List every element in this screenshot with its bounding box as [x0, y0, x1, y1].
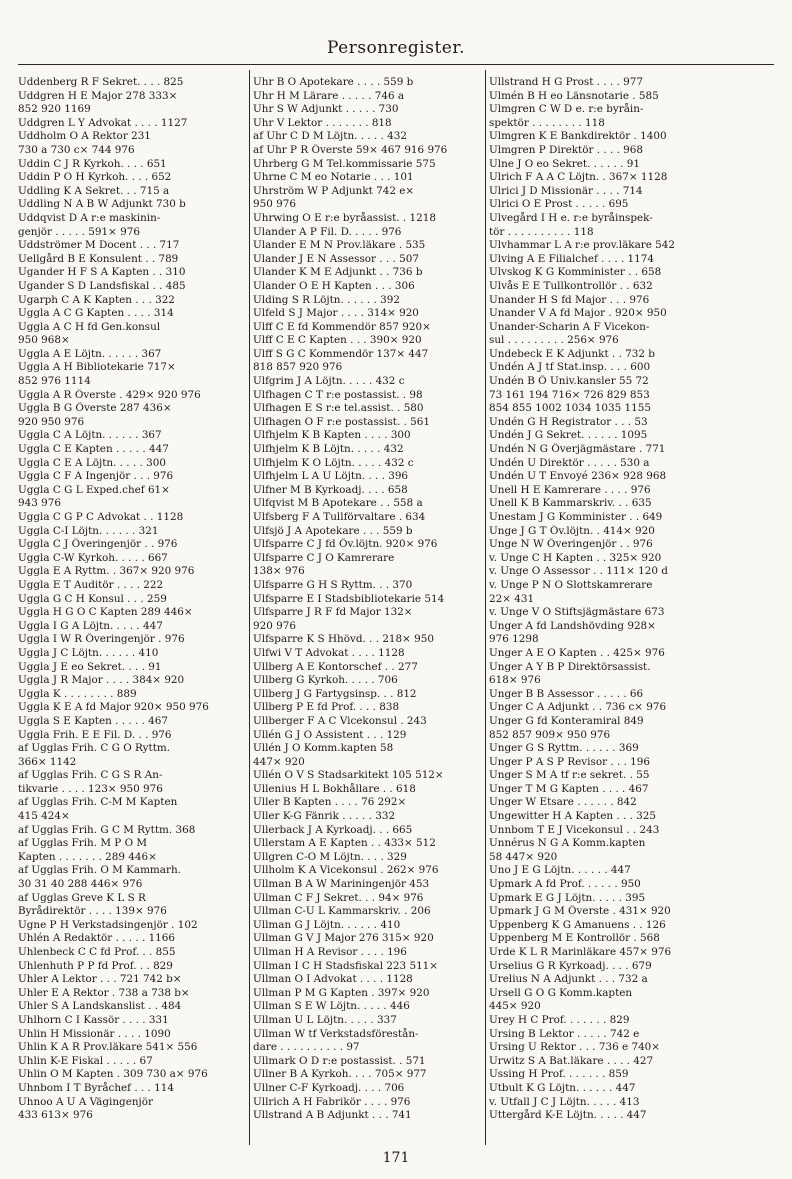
register-entry: Uhlenbeck C C fd Prof. . . 855: [18, 946, 176, 958]
register-entry: Ulander A P Fil. D. . . . . 976: [253, 225, 402, 238]
register-entry: 920 950 976: [18, 415, 85, 428]
register-entry: af Uhr C D M Löjtn. . . . . 432: [253, 130, 407, 143]
register-entry: af Ugglas Frih. G C M Ryttm. 368: [18, 823, 196, 836]
register-column-1: [18, 76, 246, 1126]
register-entry: Ugander S D Landsfiskal . . 485: [18, 279, 186, 292]
register-entry: Ulfhagen C T r:e postassist. . 98: [253, 388, 423, 401]
register-entry: Uggla A E Löjtn. . . . . . 367: [18, 347, 162, 360]
register-entry: af Uhr P R Överste 59× 467 916 976: [253, 143, 448, 156]
register-entry: 58 447× 920: [489, 850, 558, 863]
register-entry: Ullman W tf Verkstadsförestån-: [253, 1027, 419, 1040]
register-entry: Ugarph C A K Kapten . . . 322: [18, 293, 175, 306]
column-divider-2: [485, 70, 486, 1145]
register-entry: Uddströmer M Docent . . . 717: [18, 239, 180, 252]
register-entry: Upmark J G M Överste . 431× 920: [489, 905, 671, 918]
register-entry: Uggla I W R Överingenjör . 976: [18, 633, 185, 646]
register-entry: 852 857 909× 950 976: [489, 728, 611, 741]
register-entry: Uggla K . . . . . . . . 889: [18, 687, 137, 700]
register-entry: v. Unge O Assessor . . 111× 120 d: [489, 565, 668, 578]
register-entry: Uggla A H Bibliotekarie 717×: [18, 361, 176, 374]
register-entry: 730 a 730 c× 744 976: [18, 143, 135, 156]
register-entry: Undebeck E K Adjunkt . . 732 b: [489, 347, 655, 360]
register-entry: Ulmgren P Direktör . . . . 968: [489, 143, 644, 156]
register-entry: 854 855 1002 1034 1035 1155: [489, 402, 651, 415]
register-column-3: [489, 76, 725, 1126]
register-entry: Ulvskog K G Komminister . . 658: [489, 266, 662, 279]
register-entry: Uggla A R Överste . 429× 920 976: [18, 388, 201, 401]
register-entry: Uggla J C Löjtn. . . . . . 410: [18, 646, 159, 659]
register-entry: Ulfhjelm L A U Löjtn. . . . 396: [253, 470, 409, 483]
register-entry: 852 976 1114: [18, 375, 91, 388]
register-entry: Ullberger F A C Vicekonsul . 243: [253, 714, 427, 727]
register-entry: Ullman I C H Stadsfiskal 223 511×: [253, 959, 438, 972]
register-entry: Ullstrand H G Prost . . . . 977: [489, 76, 643, 88]
register-entry: Uhler E A Rektor . 738 a 738 b×: [18, 986, 190, 999]
register-entry: Urwitz S A Bat.läkare . . . . 427: [489, 1054, 654, 1067]
register-entry: 30 31 40 288 446× 976: [18, 878, 143, 891]
register-entry: 618× 976: [489, 674, 541, 687]
register-entry: Ulmgren K E Bankdirektör . 1400: [489, 130, 667, 143]
register-entry: Unander V A fd Major . 920× 950: [489, 307, 667, 320]
register-entry: Undén B Ö Univ.kansler 55 72: [489, 375, 649, 388]
register-entry: Ullerback J A Kyrkoadj. . . 665: [253, 823, 413, 836]
register-entry: Ulander E M N Prov.läkare . 535: [253, 239, 426, 252]
register-entry: Uhr B O Apotekare . . . . 559 b: [253, 76, 414, 88]
register-entry: Urde K L R Marinläkare 457× 976: [489, 946, 672, 958]
register-entry: Ulfsparre C J O Kamrerare: [253, 551, 395, 564]
register-entry: Ulne J O eo Sekret. . . . . . 91: [489, 157, 640, 170]
register-entry: Ulving A E Filialchef . . . . 1174: [489, 252, 654, 265]
register-entry: Ullman H A Revisor . . . . 196: [253, 946, 407, 958]
register-entry: Uno J E G Löjtn. . . . . . 447: [489, 864, 631, 877]
register-entry: Ulfeld S J Major . . . . 314× 920: [253, 307, 419, 320]
register-entry: Ungewitter H A Kapten . . . 325: [489, 810, 656, 823]
register-entry: Ulander O E H Kapten . . . 306: [253, 279, 415, 292]
register-entry: Undén U Direktör . . . . . 530 a: [489, 456, 650, 469]
register-entry: Ulff S G C Kommendör 137× 447: [253, 347, 429, 360]
register-entry: Uggla C E Kapten . . . . . 447: [18, 443, 169, 456]
register-entry: Uhlén A Redaktör . . . . . 1166: [18, 932, 176, 945]
register-entry: Ullén O V S Stadsarkitekt 105 512×: [253, 769, 444, 782]
register-entry: Ulmén B H eo Länsnotarie . 585: [489, 89, 659, 102]
register-entry: Uppenberg M E Kontrollör . 568: [489, 932, 660, 945]
register-entry: Unger P A S P Revisor . . . 196: [489, 755, 651, 768]
register-entry: Uhrberg G M Tel.kommissarie 575: [253, 157, 436, 170]
register-entry: Ullstrand A B Adjunkt . . . 741: [253, 1109, 412, 1122]
register-entry: Ursing U Rektor . . . 736 e 740×: [489, 1041, 660, 1054]
register-entry: Uggla C-I Löjtn. . . . . . 321: [18, 524, 159, 537]
register-entry: Ursell G O G Komm.kapten: [489, 986, 633, 999]
register-entry: Unger A E O Kapten . . 425× 976: [489, 646, 665, 659]
register-entry: Ulander K M E Adjunkt . . 736 b: [253, 266, 423, 279]
register-entry: Uggla Frih. E E Fil. D. . . 976: [18, 728, 172, 741]
register-entry: Uggla I G A Löjtn. . . . . 447: [18, 619, 163, 632]
register-entry: 950 968×: [18, 334, 70, 347]
register-entry: Uggla C F A Ingenjör . . . 976: [18, 470, 174, 483]
register-entry: Ullman C-U L Kammarskriv. . 206: [253, 905, 431, 918]
register-entry: 138× 976: [253, 565, 305, 578]
register-entry: Uhr V Lektor . . . . . . . 818: [253, 116, 392, 129]
register-entry: Ulfqvist M B Apotekare . . 558 a: [253, 497, 423, 510]
register-entry: Ullman C F J Sekret. . . 94× 976: [253, 891, 424, 904]
register-entry: Unander H S fd Major . . . 976: [489, 293, 650, 306]
register-entry: Uddling K A Sekret. . . 715 a: [18, 184, 170, 197]
register-entry: Uggla J R Major . . . . 384× 920: [18, 674, 185, 687]
register-entry: Uggla A C H fd Gen.konsul: [18, 320, 161, 333]
register-entry: v. Utfall J C J Löjtn. . . . . 413: [489, 1095, 640, 1108]
register-entry: Ugander H F S A Kapten . . 310: [18, 266, 186, 279]
register-entry: Uhr S W Adjunkt . . . . . 730: [253, 103, 399, 116]
register-entry: Ullman S E W Löjtn. . . . . 446: [253, 1000, 410, 1013]
register-entry: Uddgren H E Major 278 333×: [18, 89, 178, 102]
register-entry: Ulfsparre G H S Ryttm. . . 370: [253, 578, 413, 591]
register-entry: Ulfgrim J A Löjtn. . . . . 432 c: [253, 375, 405, 388]
register-entry: Uggla G C H Konsul . . . 259: [18, 592, 167, 605]
register-entry: Uggla C A Löjtn. . . . . . 367: [18, 429, 162, 442]
register-entry: Ulfsparre J R F fd Major 132×: [253, 606, 413, 619]
register-entry: Ullrich A H Fabrikör . . . . 976: [253, 1095, 411, 1108]
register-entry: Ullman B A W Mariningenjör 453: [253, 878, 430, 891]
register-entry: Uggla A C G Kapten . . . . 314: [18, 307, 174, 320]
register-entry: Upmark E G J Löjtn. . . . . 395: [489, 891, 646, 904]
register-entry: Uddin P O H Kyrkoh. . . . 652: [18, 171, 172, 184]
register-entry: Uhlin K-E Fiskal . . . . . 67: [18, 1054, 153, 1067]
register-entry: Ulfner M B Kyrkoadj. . . . 658: [253, 483, 408, 496]
register-entry: 852 920 1169: [18, 103, 91, 116]
register-entry: genjör . . . . . 591× 976: [18, 225, 140, 238]
register-entry: Unger S M A tf r:e sekret. . 55: [489, 769, 650, 782]
register-entry: Ulvås E E Tullkontrollör . . 632: [489, 279, 653, 292]
register-entry: Uggla C J Överingenjör . . 976: [18, 538, 178, 551]
register-entry: Ursing B Lektor . . . . . 742 e: [489, 1027, 640, 1040]
register-entry: Unestam J G Komminister . . 649: [489, 511, 663, 523]
register-entry: af Ugglas Frih. M P O M: [18, 837, 148, 850]
register-entry: Uddholm O A Rektor 231: [18, 130, 151, 143]
register-entry: 22× 431: [489, 592, 535, 605]
register-entry: Uggla H G O C Kapten 289 446×: [18, 606, 193, 619]
register-entry: v. Unge P N O Slottskamrerare: [489, 578, 653, 591]
register-entry: Uhler A Lektor . . . 721 742 b×: [18, 973, 182, 986]
register-entry: Ullberg A E Kontorschef . . 277: [253, 660, 418, 673]
register-entry: Unger A fd Landshövding 928×: [489, 619, 656, 632]
register-entry: 818 857 920 976: [253, 361, 343, 374]
register-entry: 950 976: [253, 198, 296, 211]
register-entry: Ullenius H L Bokhållare . . 618: [253, 782, 416, 795]
register-entry: Undén U T Envoyé 236× 928 968: [489, 470, 667, 483]
register-entry: Unger T M G Kapten . . . . 467: [489, 782, 649, 795]
register-entry: v. Unge V O Stiftsjägmästare 673: [489, 606, 665, 619]
register-entry: tör . . . . . . . . . . 118: [489, 225, 594, 238]
register-entry: 943 976: [18, 497, 61, 510]
register-entry: Ullman P M G Kapten . 397× 920: [253, 986, 430, 999]
register-entry: Unnérus N G A Komm.kapten: [489, 837, 646, 850]
register-entry: Urey H C Prof. . . . . . . 829: [489, 1013, 630, 1026]
register-entry: Unge J G T Öv.löjtn. . 414× 920: [489, 524, 655, 537]
register-entry: Ulfwi V T Advokat . . . . 1128: [253, 646, 405, 659]
register-entry: Unell H E Kamrerare . . . . 976: [489, 483, 651, 496]
register-entry: Uddling N A B W Adjunkt 730 b: [18, 198, 186, 211]
register-entry: Ugne P H Verkstadsingenjör . 102: [18, 918, 198, 931]
register-entry: Unell K B Kammarskriv. . . 635: [489, 497, 652, 510]
register-entry: Ulfhjelm K B Löjtn. . . . . 432: [253, 443, 404, 456]
register-entry: Uddgren L Y Advokat . . . . 1127: [18, 116, 188, 129]
register-entry: Ulfsparre C J fd Öv.löjtn. 920× 976: [253, 538, 438, 551]
register-entry: af Ugglas Frih. C G S R An-: [18, 769, 163, 782]
register-entry: Uhnoo A U A Vägingenjör: [18, 1095, 153, 1108]
register-entry: spektör . . . . . . . . 118: [489, 116, 605, 129]
register-entry: dare . . . . . . . . . . 97: [253, 1041, 360, 1054]
register-entry: Ulfhjelm K B Kapten . . . . 300: [253, 429, 411, 442]
register-entry: af Ugglas Frih. O M Kammarh.: [18, 864, 181, 877]
register-entry: Urelius N A Adjunkt . . . 732 a: [489, 973, 648, 986]
register-entry: Byrådirektör . . . . 139× 976: [18, 905, 167, 918]
register-entry: Ullberg P E fd Prof. . . . 838: [253, 701, 400, 714]
register-entry: Uhr H M Lärare . . . . . 746 a: [253, 89, 405, 102]
register-entry: Uppenberg K G Amanuens . . 126: [489, 918, 666, 931]
register-entry: Ulfsjö J A Apotekare . . . 559 b: [253, 524, 413, 537]
register-entry: Uhler S A Landskanslist . . 484: [18, 1000, 182, 1013]
register-entry: tikvarie . . . . 123× 950 976: [18, 782, 163, 795]
register-entry: Ulfsberg F A Tullförvaltare . 634: [253, 511, 426, 523]
register-entry: Ulander J E N Assessor . . . 507: [253, 252, 419, 265]
register-column-2: [253, 76, 482, 1126]
register-entry: Upmark A fd Prof. . . . . . 950: [489, 878, 641, 891]
register-entry: Unger C A Adjunkt . . 736 c× 976: [489, 701, 667, 714]
register-entry: Ulff C E C Kapten . . . 390× 920: [253, 334, 422, 347]
register-entry: Uttergård K-E Löjtn. . . . . 447: [489, 1109, 647, 1122]
register-entry: Ulmgren C W D e. r:e byråin-: [489, 103, 644, 116]
register-entry: Uddqvist D A r:e maskinin-: [18, 211, 161, 224]
register-entry: Kapten . . . . . . . 289 446×: [18, 850, 157, 863]
register-entry: Undén G H Registrator . . . 53: [489, 415, 648, 428]
register-entry: Ulding S R Löjtn. . . . . . 392: [253, 293, 400, 306]
register-entry: Uggla K E A fd Major 920× 950 976: [18, 701, 209, 714]
register-entry: Uggla C E A Löjtn. . . . . 300: [18, 456, 166, 469]
register-entry: Uhnbom I T Byråchef . . . 114: [18, 1081, 174, 1094]
register-entry: Unger A Y B P Direktörsassist.: [489, 660, 651, 673]
register-entry: Undén N G Överjägmästare . 771: [489, 443, 666, 456]
register-entry: af Ugglas Frih. C-M M Kapten: [18, 796, 178, 809]
register-entry: Uggla J E eo Sekret. . . . 91: [18, 660, 162, 673]
register-entry: Ullman O I Advokat . . . . 1128: [253, 973, 413, 986]
register-entry: Ulrici J D Missionär . . . . 714: [489, 184, 643, 197]
register-entry: Ulfsparre K S Hhövd. . . 218× 950: [253, 633, 434, 646]
register-entry: Uggla C-W Kyrkoh. . . . . 667: [18, 551, 168, 564]
register-entry: Unger G S Ryttm. . . . . . 369: [489, 742, 639, 755]
register-entry: Ullman G J Löjtn. . . . . . 410: [253, 918, 401, 931]
register-entry: Uggla C G L Exped.chef 61×: [18, 483, 170, 496]
header-rule: [18, 64, 774, 65]
register-entry: Urselius G R Kyrkoadj. . . . 679: [489, 959, 652, 972]
register-entry: Ulff C E fd Kommendör 857 920×: [253, 320, 431, 333]
register-entry: Uhlhorn C I Kassör . . . . 331: [18, 1013, 169, 1026]
register-entry: Ulrici O E Prost . . . . . 695: [489, 198, 629, 211]
register-entry: Utbult K G Löjtn. . . . . . 447: [489, 1081, 636, 1094]
register-entry: 447× 920: [253, 755, 305, 768]
register-entry: Uhrne C M eo Notarie . . . 101: [253, 171, 414, 184]
register-entry: Uhlin H Missionär . . . . 1090: [18, 1027, 171, 1040]
register-entry: Ullman U L Löjtn. . . . . 337: [253, 1013, 397, 1026]
register-entry: 366× 1142: [18, 755, 77, 768]
register-entry: Uller B Kapten . . . . 76 292×: [253, 796, 407, 809]
register-entry: Ulfhagen E S r:e tel.assist. . 580: [253, 402, 424, 415]
register-entry: Ullén G J O Assistent . . . 129: [253, 728, 407, 741]
register-entry: Uggla C G P C Advokat . . 1128: [18, 511, 184, 523]
register-entry: Ullerstam A E Kapten . . 433× 512: [253, 837, 436, 850]
register-entry: Unger G fd Konteramiral 849: [489, 714, 644, 727]
register-entry: Undén A J tf Stat.insp. . . . 600: [489, 361, 651, 374]
register-entry: 445× 920: [489, 1000, 541, 1013]
register-entry: Uhrwing O E r:e byråassist. . 1218: [253, 211, 436, 224]
register-entry: Ulfhagen O F r:e postassist. . 561: [253, 415, 431, 428]
register-entry: sul . . . . . . . . . 256× 976: [489, 334, 619, 347]
register-entry: Ullgren C-O M Löjtn. . . . 329: [253, 850, 407, 863]
register-entry: Unger B B Assessor . . . . . 66: [489, 687, 644, 700]
register-entry: Uggla S E Kapten . . . . . 467: [18, 714, 168, 727]
page-title: Personregister.: [326, 38, 466, 58]
register-entry: Uddin C J R Kyrkoh. . . . 651: [18, 157, 167, 170]
register-entry: 976 1298: [489, 633, 539, 646]
register-entry: af Ugglas Greve K L S R: [18, 891, 146, 904]
register-entry: Undén J G Sekret. . . . . . 1095: [489, 429, 648, 442]
register-entry: Unger W Etsare . . . . . . 842: [489, 796, 637, 809]
register-entry: Ullén J O Komm.kapten 58: [253, 742, 394, 755]
register-entry: 73 161 194 716× 726 829 853: [489, 388, 650, 401]
register-entry: Uggla E A Ryttm. . 367× 920 976: [18, 565, 195, 578]
register-entry: Ullberg G Kyrkoh. . . . . 706: [253, 674, 398, 687]
register-entry: Ulfsparre E I Stadsbibliotekarie 514: [253, 592, 445, 605]
register-entry: Uggla E T Auditör . . . . 222: [18, 578, 164, 591]
register-entry: Ulvegård I H e. r:e byråinspek-: [489, 211, 653, 224]
register-entry: Ulfhjelm K O Löjtn. . . . . 432 c: [253, 456, 414, 469]
register-entry: Uellgård B E Konsulent . . 789: [18, 252, 179, 265]
register-entry: af Ugglas Frih. C G O Ryttm.: [18, 742, 171, 755]
register-entry: Ullman G V J Major 276 315× 920: [253, 932, 434, 945]
register-entry: 920 976: [253, 619, 296, 632]
column-divider-1: [249, 70, 250, 1145]
register-entry: 433 613× 976: [18, 1109, 93, 1122]
register-entry: Uggla B G Överste 287 436×: [18, 402, 172, 415]
register-entry: v. Unge C H Kapten . . 325× 920: [489, 551, 662, 564]
register-entry: Uhlin K A R Prov.läkare 541× 556: [18, 1041, 198, 1054]
register-entry: Ullmark O D r:e postassist. . 571: [253, 1054, 426, 1067]
register-entry: Uhlenhuth P P fd Prof. . . 829: [18, 959, 173, 972]
page-number: 171: [382, 1150, 410, 1166]
register-entry: Ullholm K A Vicekonsul . 262× 976: [253, 864, 439, 877]
register-entry: Ullner B A Kyrkoh. . . . 705× 977: [253, 1068, 427, 1081]
register-entry: Uddenberg R F Sekret. . . . 825: [18, 76, 184, 88]
register-entry: Uller K-G Fänrik . . . . . 332: [253, 810, 396, 823]
register-entry: Ulrich F A A C Löjtn. . 367× 1128: [489, 171, 668, 184]
register-entry: Ussing H Prof. . . . . . . 859: [489, 1068, 629, 1081]
register-entry: Unnbom T E J Vicekonsul . . 243: [489, 823, 660, 836]
register-entry: Unge N W Överingenjör . . 976: [489, 538, 653, 551]
register-entry: Ullner C-F Kyrkoadj. . . . 706: [253, 1081, 405, 1094]
register-entry: Unander-Scharin A F Vicekon-: [489, 320, 650, 333]
register-entry: Uhlin O M Kapten . 309 730 a× 976: [18, 1068, 208, 1081]
register-entry: 415 424×: [18, 810, 70, 823]
register-entry: Ulvhammar L A r:e prov.läkare 542: [489, 239, 676, 252]
register-entry: Uhrström W P Adjunkt 742 e×: [253, 184, 415, 197]
register-entry: Ullberg J G Fartygsinsp. . . 812: [253, 687, 417, 700]
